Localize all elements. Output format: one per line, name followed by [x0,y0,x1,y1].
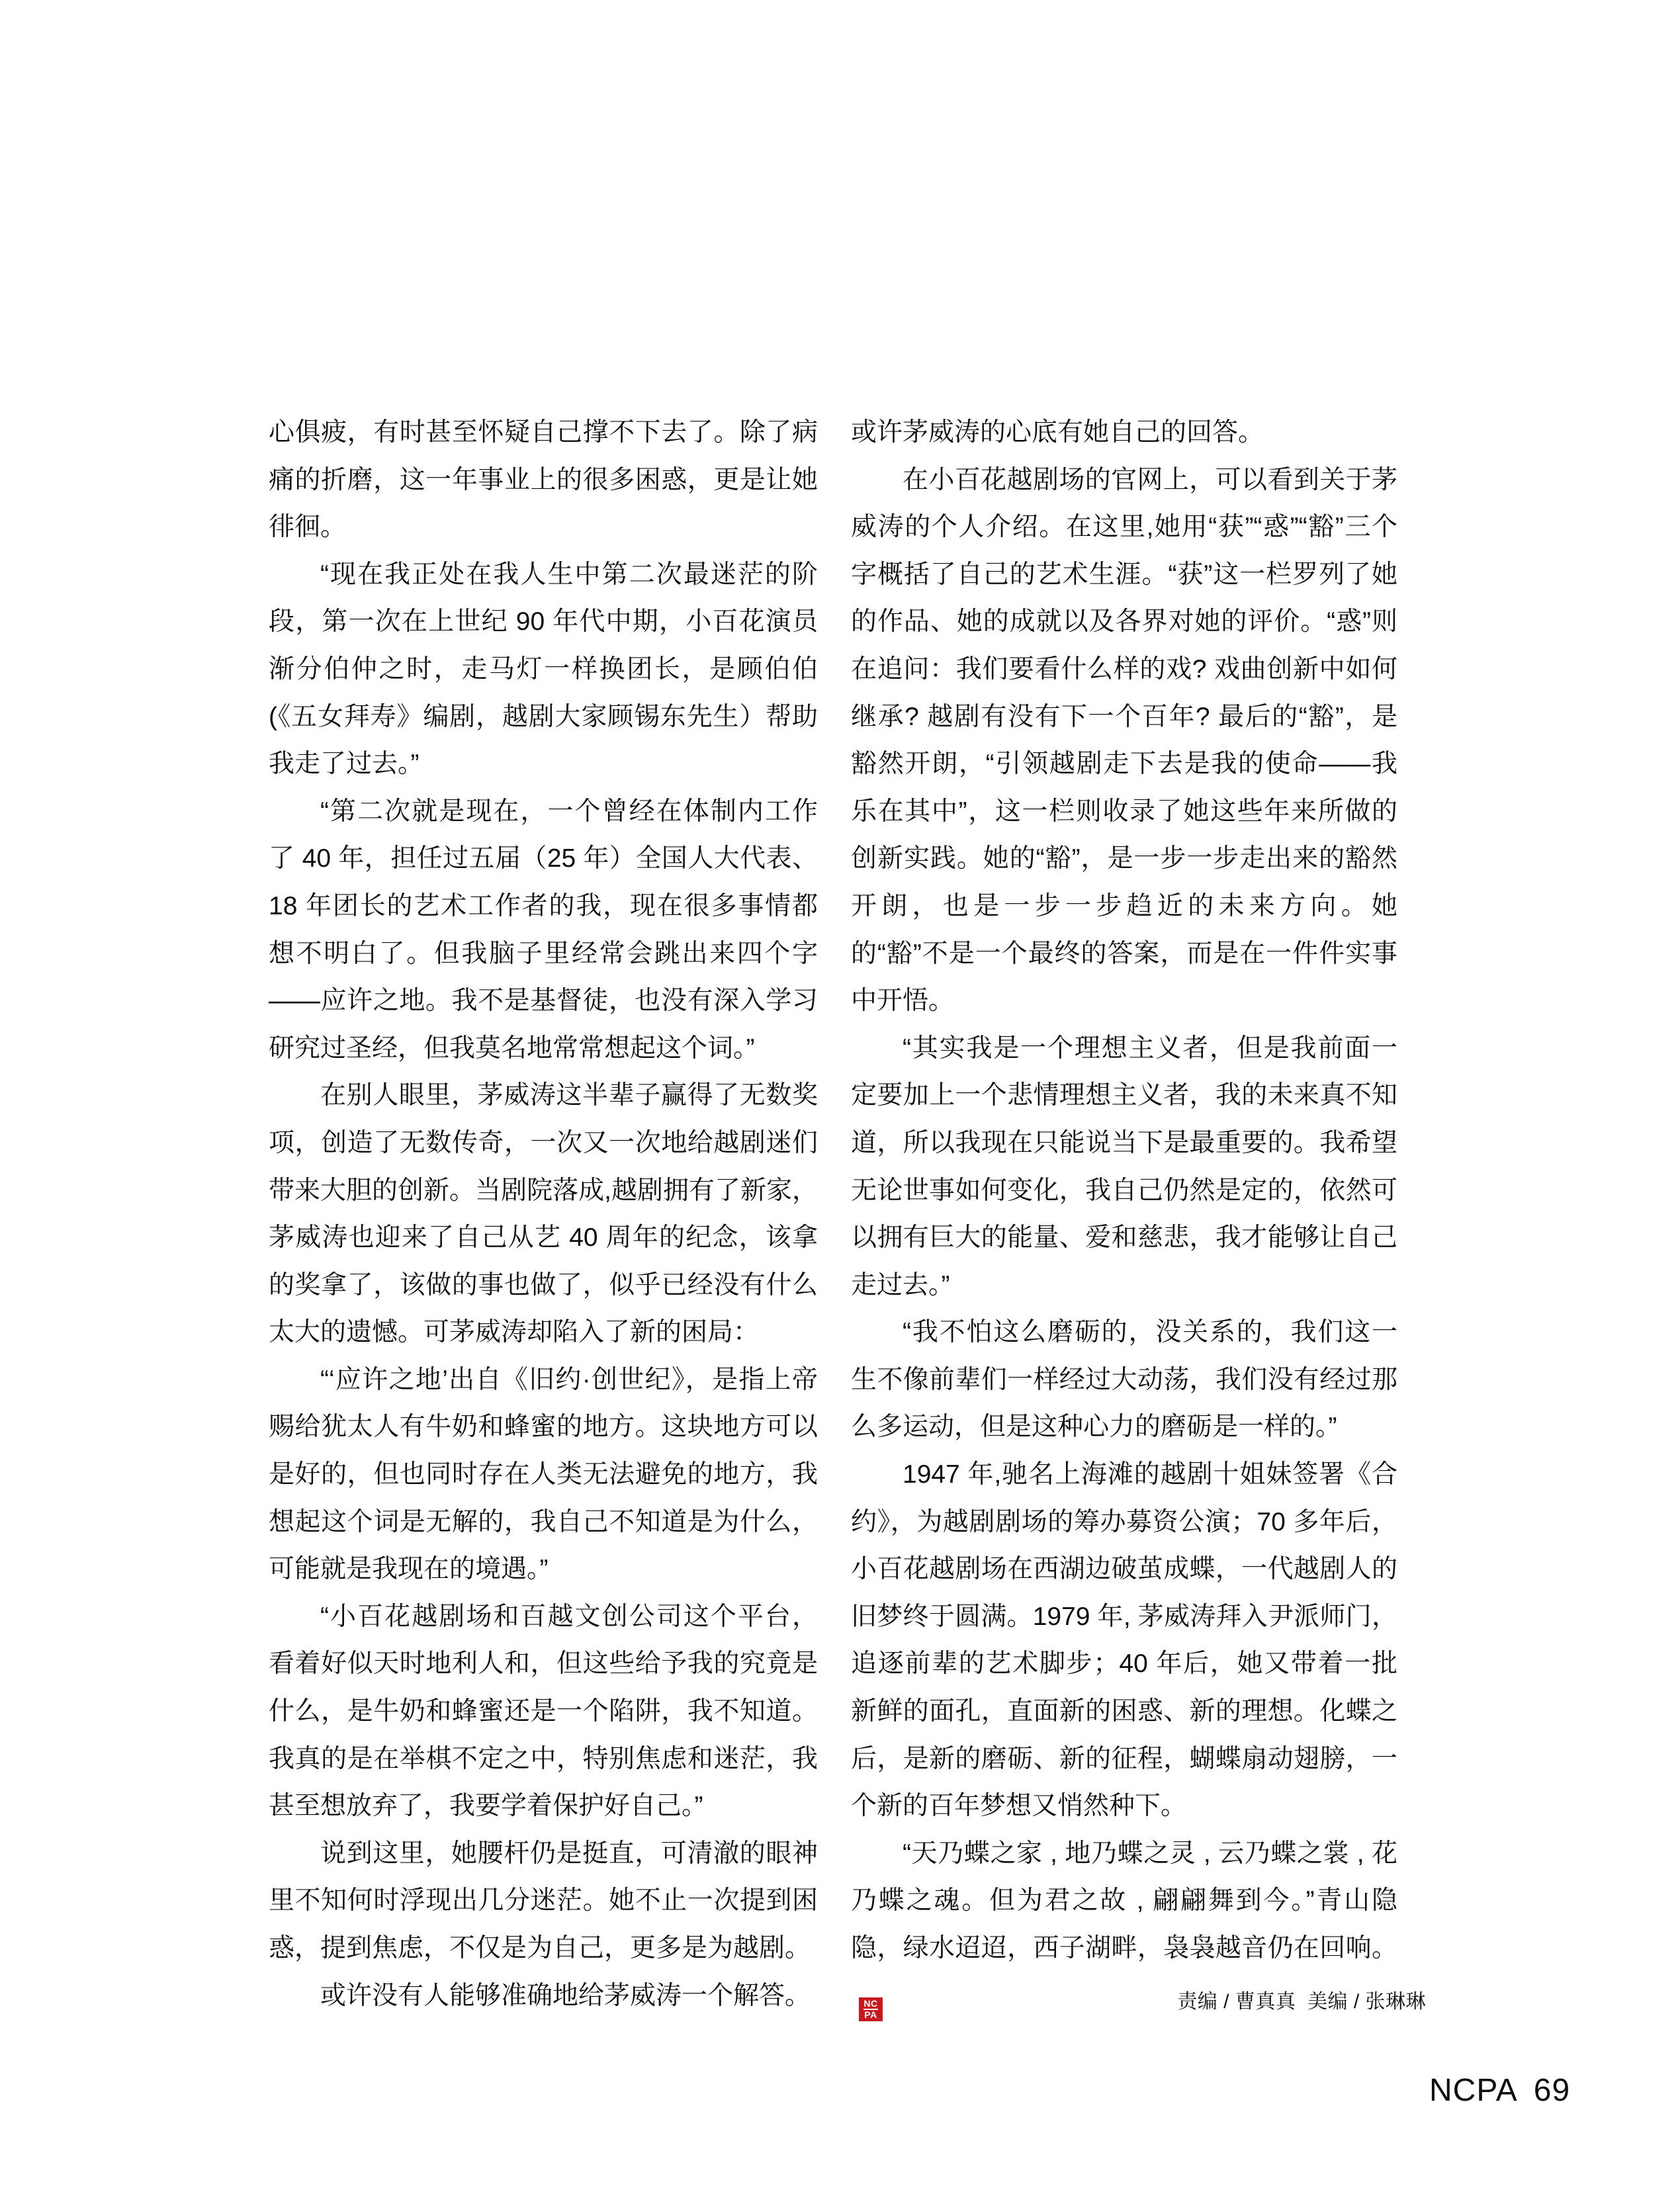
paragraph: “小百花越剧场和百越文创公司这个平台，看着好似天时地利人和，但这些给予我的究竟是什么，是牛奶和蜂蜜还是一个陷阱，我不知道。我真的是在举棋不定之中，特别焦虑和迷茫，我甚至想放弃了，我要学着保护好自己。” [269,1602,818,1821]
paragraph: 或许没有人能够准确地给茅威涛一个解答。 [320,1981,811,2010]
paragraph: 或许茅威涛的心底有她自己的回答。 [851,418,1264,447]
page-number [1429,2072,1570,2109]
paragraph: 在小百花越剧场的官网上，可以看到关于茅威涛的个人介绍。在这里,她用“获”“惑”“豁”三个字概括了自己的艺术生涯。“获”这一栏罗列了她的作品、她的成就以及各界对她的评价。“惑”则在追问：我们要看什么样的戏? 戏曲创新中如何继承? 越剧有没有下一个百年? 最后的“豁”，是豁然开朗，“引领越剧走下去是我的使命——我乐在其中”，这一栏则收录了她这些年来所做的创新实践。她的“豁”，是一步一步走出来的豁然开朗，也是一步一步趋近的未来方向。她的“豁”不是一个最终的答案，而是在一件件实事中开悟。 [851,465,1397,1016]
paragraph-text: “天乃蝶之家 , 地乃蝶之灵 , 云乃蝶之裳 , 花乃蝶之魂。但为君之故 , 翩翩舞到今。”青山隐隐，绿水迢迢，西子湖畔，袅袅越音仍在回响。 [851,1839,1397,1962]
paragraph: “现在我正处在我人生中第二次最迷茫的阶段，第一次在上世纪 90 年代中期，小百花演员渐分伯仲之时，走马灯一样换团长，是顾伯伯(《五女拜寿》编剧，越剧大家顾锡东先生）帮助我走了过去。” [269,560,818,779]
stamp-line-top: NC [863,1999,877,2010]
paragraph: 在别人眼里，茅威涛这半辈子赢得了无数奖项，创造了无数传奇，一次又一次地给越剧迷们带来大胆的创新。当剧院落成,越剧拥有了新家，茅威涛也迎来了自己从艺 40 周年的纪念，该拿的奖拿了，该做的事也做了，似乎已经没有什么太大的遗憾。可茅威涛却陷入了新的困局： [269,1081,818,1347]
paragraph: 说到这里，她腰杆仍是挺直，可清澈的眼神里不知何时浮现出几分迷茫。她不止一次提到困惑，提到焦虑，不仅是为自己，更多是为越剧。 [269,1839,818,1962]
ncpa-end-stamp-icon [859,1997,883,2021]
credits-line: 责编 / 曹真真 美编 / 张琳琳 [1177,1991,1426,2013]
article-column-right [851,409,1397,2021]
article-column-left [269,409,818,2019]
page-number-label: NCPA [1429,2073,1518,2108]
stamp-line-bottom: PA [864,2009,877,2020]
page-number-value: 69 [1533,2073,1571,2108]
paragraph: 1947 年,驰名上海滩的越剧十姐妹签署《合约》，为越剧剧场的筹办募资公演；70 多年后，小百花越剧场在西湖边破茧成蝶，一代越剧人的旧梦终于圆满。1979 年, 茅威涛拜入尹派师门，追逐前辈的艺术脚步；40 年后，她又带着一批新鲜的面孔，直面新的困惑、新的理想。化蝶之后，是新的磨砺、新的征程，蝴蝶扇动翅膀，一个新的百年梦想又悄然种下。 [851,1460,1397,1821]
paragraph: 心俱疲，有时甚至怀疑自己撑不下去了。除了病痛的折磨，这一年事业上的很多困惑，更是让她徘徊。 [269,418,818,542]
paragraph: “我不怕这么磨砺的，没关系的，我们这一生不像前辈们一样经过大动荡，我们没有经过那么多运动，但是这种心力的磨砺是一样的。” [851,1318,1397,1442]
paragraph: “‘应许之地’出自《旧约·创世纪》，是指上帝赐给犹太人有牛奶和蜂蜜的地方。这块地方可以是好的，但也同时存在人类无法避免的地方，我想起这个词是无解的，我自己不知道是为什么，可能就是我现在的境遇。” [269,1365,818,1584]
paragraph: “其实我是一个理想主义者，但是我前面一定要加上一个悲情理想主义者，我的未来真不知道，所以我现在只能说当下是最重要的。我希望无论世事如何变化，我自己仍然是定的，依然可以拥有巨大的能量、爱和慈悲，我才能够让自己走过去。” [851,1033,1397,1299]
paragraph: “第二次就是现在，一个曾经在体制内工作了 40 年，担任过五届（25 年）全国人大代表、18 年团长的艺术工作者的我，现在很多事情都想不明白了。但我脑子里经常会跳出来四个字——应许之地。我不是基督徒，也没有深入学习研究过圣经，但我莫名地常常想起这个词。” [269,797,818,1063]
